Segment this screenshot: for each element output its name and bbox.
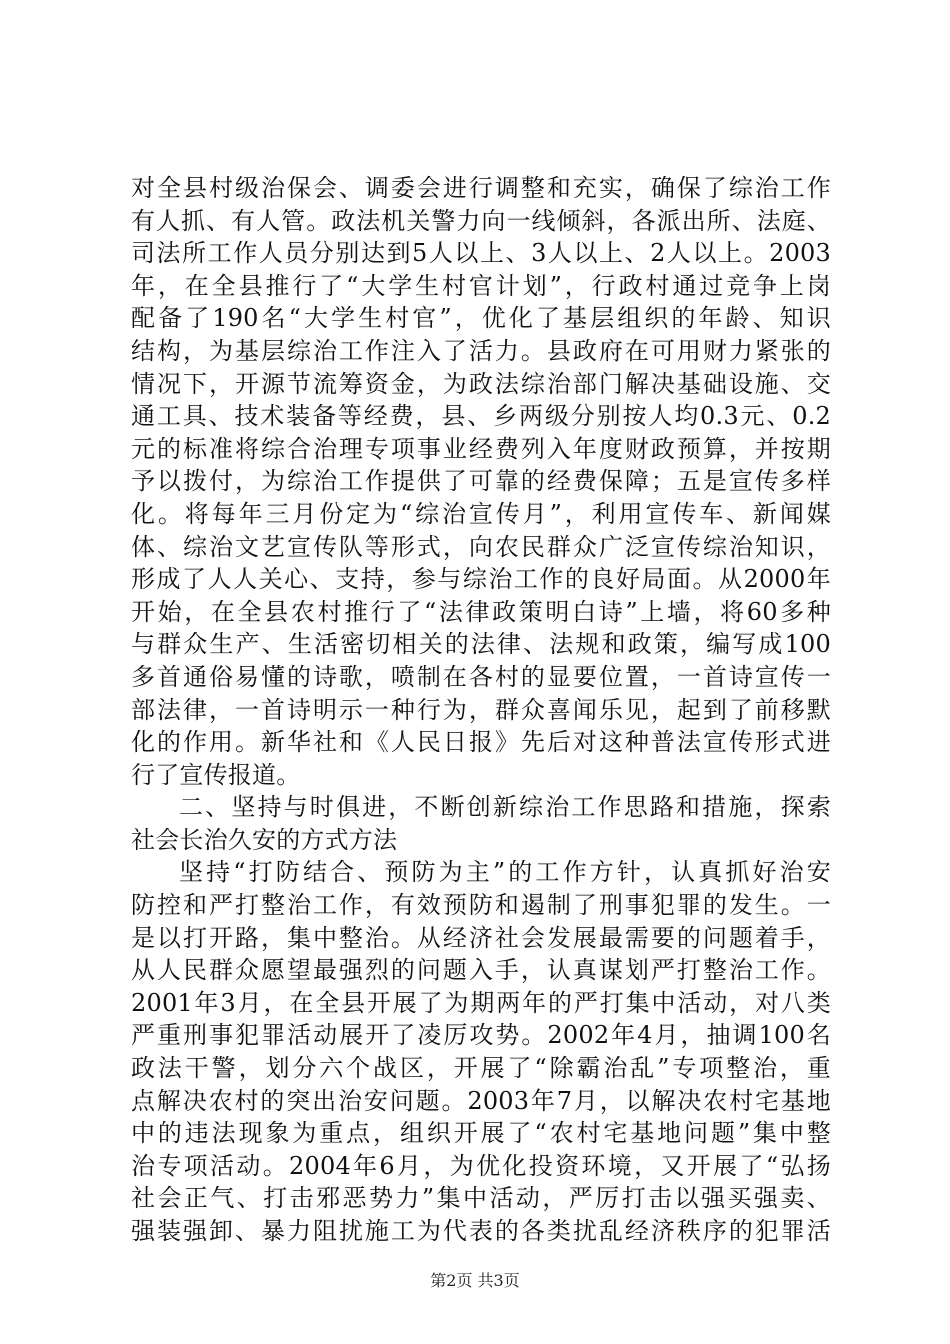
text-line: 通工具、技术装备等经费，县、乡两级分别按人均0.3元、0.2 (131, 402, 831, 431)
section-heading-line: 二、坚持与时俱进，不断创新综治工作思路和措施，探索 (179, 793, 831, 822)
text-line: 政法干警，划分六个战区，开展了“除霸治乱”专项整治，重 (131, 1054, 831, 1083)
text-line: 配备了190名“大学生村官”，优化了基层组织的年龄、知识 (131, 304, 831, 333)
text-line: 司法所工作人员分别达到5人以上、3人以上、2人以上。2003 (131, 239, 831, 268)
page-footer: 第2页 共3页 (430, 1271, 520, 1290)
text-line: 与群众生产、生活密切相关的法律、法规和政策，编写成100 (131, 630, 831, 659)
text-line: 2001年3月，在全县开展了为期两年的严打集中活动，对八类 (131, 988, 831, 1017)
text-line: 体、综治文艺宣传队等形式，向农民群众广泛宣传综治知识， (131, 532, 831, 561)
text-line: 从人民群众愿望最强烈的问题入手，认真谋划严打整治工作。 (131, 956, 831, 985)
text-line: 多首通俗易懂的诗歌，喷制在各村的显要位置，一首诗宣传一 (131, 662, 831, 691)
paragraph-end-line: 行了宣传报道。 (131, 760, 301, 789)
text-line: 形成了人人关心、支持，参与综治工作的良好局面。从2000年 (131, 565, 831, 594)
section-heading-line: 社会长治久安的方式方法 (131, 825, 398, 854)
text-line: 中的违法现象为重点，组织开展了“农村宅基地问题”集中整 (131, 1119, 831, 1148)
text-line: 结构，为基层综治工作注入了活力。县政府在可用财力紧张的 (131, 336, 831, 365)
text-line: 防控和严打整治工作，有效预防和遏制了刑事犯罪的发生。一 (131, 891, 831, 920)
text-line: 开始，在全县农村推行了“法律政策明白诗”上墙，将60多种 (131, 597, 831, 626)
text-line: 部法律，一首诗明示一种行为，群众喜闻乐见，起到了前移默 (131, 695, 831, 724)
text-line: 严重刑事犯罪活动展开了凌厉攻势。2002年4月，抽调100名 (131, 1021, 831, 1050)
text-line: 予以拨付，为综治工作提供了可靠的经费保障；五是宣传多样 (131, 467, 831, 496)
text-line: 治专项活动。2004年6月，为优化投资环境，又开展了“弘扬 (131, 1151, 831, 1180)
text-line: 强装强卸、暴力阻扰施工为代表的各类扰乱经济秩序的犯罪活 (131, 1217, 831, 1245)
text-line: 化。将每年三月份定为“综治宣传月”，利用宣传车、新闻媒 (131, 499, 831, 528)
text-line: 年，在全县推行了“大学生村官计划”，行政村通过竞争上岗 (131, 271, 831, 300)
text-line: 是以打开路，集中整治。从经济社会发展最需要的问题着手， (131, 923, 831, 952)
text-line: 点解决农村的突出治安问题。2003年7月，以解决农村宅基地 (131, 1086, 831, 1115)
text-line: 社会正气、打击邪恶势力”集中活动，严厉打击以强买强卖、 (131, 1184, 831, 1213)
text-line: 情况下，开源节流筹资金，为政法综治部门解决基础设施、交 (131, 369, 831, 398)
text-line: 有人抓、有人管。政法机关警力向一线倾斜，各派出所、法庭、 (131, 206, 831, 235)
text-line: 化的作用。新华社和《人民日报》先后对这种普法宣传形式进 (131, 728, 831, 757)
text-line: 对全县村级治保会、调委会进行调整和充实，确保了综治工作 (131, 174, 831, 202)
paragraph-start-line: 坚持“打防结合、预防为主”的工作方针，认真抓好治安 (179, 858, 831, 887)
document-body (131, 172, 831, 1248)
text-line: 元的标准将综合治理专项事业经费列入年度财政预算，并按期 (131, 434, 831, 463)
